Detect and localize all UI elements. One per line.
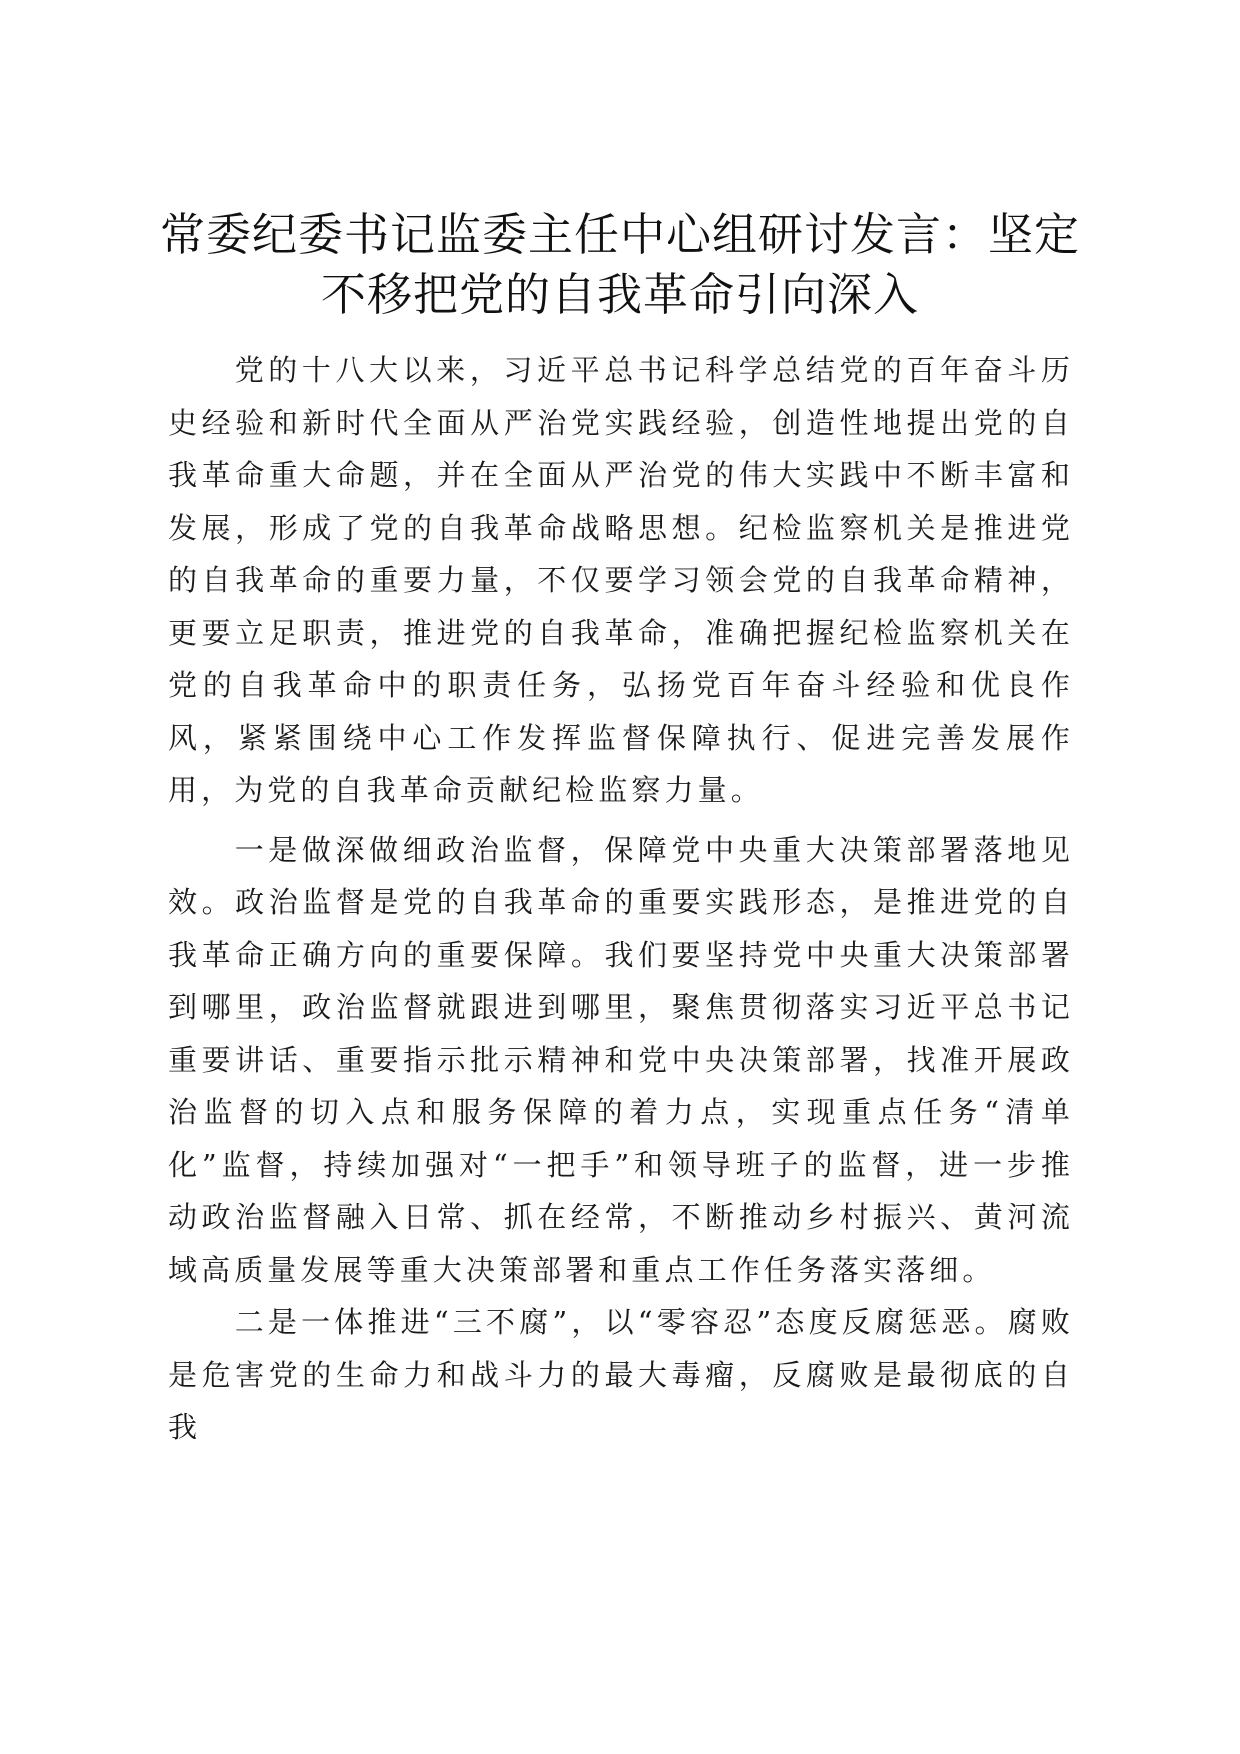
document-body xyxy=(168,344,1074,1454)
paragraph-intro: 党的十八大以来，习近平总书记科学总结党的百年奋斗历史经验和新时代全面从严治党实践经验，创造性地提出党的自我革命重大命题，并在全面从严治党的伟大实践中不断丰富和发展，形成了党的自我革命战略思想。纪检监察机关是推进党的自我革命的重要力量，不仅要学习领会党的自我革命精神，更要立足职责，推进党的自我革命，准确把握纪检监察机关在党的自我革命中的职责任务，弘扬党百年奋斗经验和优良作风，紧紧围绕中心工作发挥监督保障执行、促进完善发展作用，为党的自我革命贡献纪检监察力量。 xyxy=(168,353,1074,807)
title-line-1: 常委纪委书记监委主任中心组研讨发言：坚定 xyxy=(159,208,1080,261)
paragraph-political-supervision: 一是做深做细政治监督，保障党中央重大决策部署落地见效。政治监督是党的自我革命的重要实践形态，是推进党的自我革命正确方向的重要保障。我们要坚持党中央重大决策部署到哪里，政治监督就跟进到哪里，聚焦贯彻落实习近平总书记重要讲话、重要指示批示精神和党中央决策部署，找准开展政治监督的切入点和服务保障的着力点，实现重点任务“清单化”监督，持续加强对“一把手”和领导班子的监督，进一步推动政治监督融入日常、抓在经常，不断推动乡村振兴、黄河流域高质量发展等重大决策部署和重点工作任务落实落细。 xyxy=(168,832,1074,1287)
document-title xyxy=(150,205,1090,325)
title-line-2: 不移把党的自我革命引向深入 xyxy=(320,268,919,321)
paragraph-anti-corruption: 二是一体推进“三不腐”，以“零容忍”态度反腐惩恶。腐败是危害党的生命力和战斗力的最大毒瘤，反腐败是最彻底的自我 xyxy=(168,1305,1074,1444)
